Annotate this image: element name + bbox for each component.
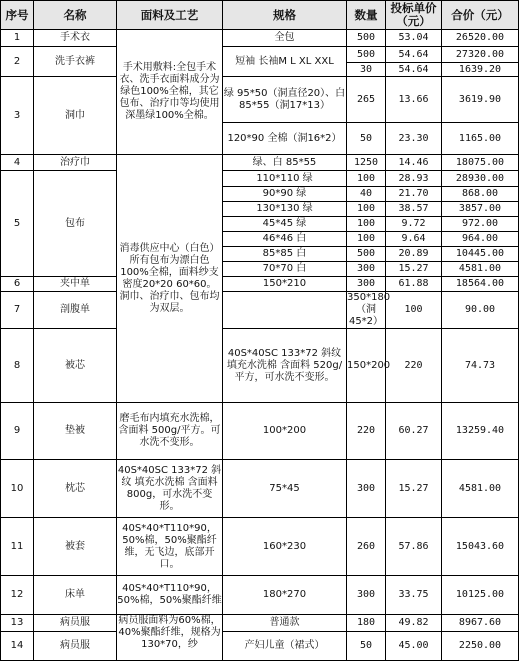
table-row	[1, 518, 519, 576]
item-qty: 260	[347, 518, 386, 576]
item-name: 治疗巾	[34, 155, 117, 171]
item-material: 磨毛布内填充水洗棉，含面料 500g/平方。可水洗不变形。	[117, 403, 223, 460]
item-spec: 100*200	[223, 403, 347, 460]
item-price: 28.93	[386, 171, 442, 187]
table-row	[1, 155, 519, 171]
material-note-supply-center: 消毒供应中心（白色）所有包布为漂白色100%全棉，面料纱支密度20*20 60*60。 洞巾、治疗巾、包布均为双层。	[117, 155, 223, 403]
item-total: 3857.00	[442, 202, 519, 217]
item-spec: 普通款	[223, 615, 347, 632]
item-qty: 220	[386, 329, 442, 403]
item-total: 27320.00	[442, 47, 519, 63]
item-name: 手术衣	[34, 30, 117, 47]
item-spec: 350*180（洞 45*2）	[347, 292, 391, 327]
header-total: 合价（元）	[442, 1, 519, 30]
item-total: 18564.00	[442, 277, 519, 292]
item-material: 病员服面料为60%棉，40%聚酯纤维，规格为130*70，纱	[117, 615, 223, 661]
item-spec: 短袖 长袖M L XL XXL	[223, 47, 347, 77]
item-no: 6	[1, 277, 34, 292]
item-spec: 绿、白 85*55	[223, 155, 347, 171]
item-total: 868.00	[442, 187, 519, 202]
item-no: 12	[1, 576, 34, 615]
item-spec: 46*46 白	[223, 232, 347, 247]
item-price: 20.89	[386, 247, 442, 262]
item-price: 45.00	[386, 632, 442, 661]
item-total: 4581.00	[442, 262, 519, 277]
table-row	[1, 576, 519, 615]
item-total: 1639.20	[442, 63, 519, 77]
item-qty: 180	[347, 615, 386, 632]
item-total: 3619.90	[442, 77, 519, 123]
table-row	[1, 632, 519, 661]
item-spec: 产妇儿童（裙式）	[223, 632, 347, 661]
item-qty: 100	[347, 202, 386, 217]
item-price: 38.57	[386, 202, 442, 217]
table-row	[1, 403, 519, 460]
item-no: 13	[1, 615, 34, 632]
item-name: 被芯	[34, 329, 117, 403]
item-price: 13.66	[386, 77, 442, 123]
item-no: 3	[1, 77, 34, 155]
table-row	[1, 277, 519, 292]
item-total: 1165.00	[442, 123, 519, 155]
item-no: 11	[1, 518, 34, 576]
item-spec: 70*70 白	[223, 262, 347, 277]
item-name: 床单	[34, 576, 117, 615]
item-no: 10	[1, 460, 34, 518]
item-spec: 45*45 绿	[223, 217, 347, 232]
item-spec: 120*90 全棉（洞16*2）	[223, 123, 347, 155]
header-material: 面料及工艺	[117, 1, 223, 30]
item-spec: 180*270	[223, 576, 347, 615]
item-total: 13259.40	[442, 403, 519, 460]
table-row	[1, 171, 519, 187]
item-qty: 300	[347, 277, 386, 292]
item-price: 53.04	[386, 30, 442, 47]
item-material: 40S*40*T110*90，50%棉，50%聚酯纤维，无飞边，底部开口。	[117, 518, 223, 576]
item-spec: 75*45	[223, 460, 347, 518]
item-no: 1	[1, 30, 34, 47]
item-spec: 110*110 绿	[223, 171, 347, 187]
material-note-operating: 手术用敷料:全包手术衣、洗手衣面料成分为绿色100%全棉，其它包布、治疗巾等均使用深墨绿100%全棉。	[117, 30, 223, 155]
item-price: 60.27	[386, 403, 442, 460]
item-qty: 500	[347, 247, 386, 262]
item-spec: 150*200	[347, 329, 386, 403]
item-spec: 全包	[223, 30, 347, 47]
item-name: 夹中单	[34, 277, 117, 292]
item-name: 被套	[34, 518, 117, 576]
item-total: 26520.00	[442, 30, 519, 47]
item-qty: 50	[347, 632, 386, 661]
item-price: 57.86	[386, 518, 442, 576]
item-total: 28930.00	[442, 171, 519, 187]
item-qty: 100	[347, 171, 386, 187]
item-name: 剖腹单	[34, 292, 117, 329]
item-qty: 300	[347, 460, 386, 518]
header-name: 名称	[34, 1, 117, 30]
item-total: 18075.00	[442, 155, 519, 171]
item-no: 7	[1, 292, 34, 329]
item-price: 49.82	[386, 615, 442, 632]
item-price: 9.72	[386, 217, 442, 232]
header-no: 序号	[1, 1, 34, 30]
item-no: 14	[1, 632, 34, 661]
table-row	[1, 329, 519, 403]
item-qty: 100	[347, 217, 386, 232]
item-material: 40S*40*T110*90，50%棉，50%聚酯纤维	[117, 576, 223, 615]
item-spec: 绿 95*50（洞直径20）、白 85*55（洞17*13）	[223, 77, 347, 123]
header-spec: 规格	[223, 1, 347, 30]
item-qty: 40	[347, 187, 386, 202]
table-row	[1, 292, 519, 329]
item-price: 23.30	[386, 123, 442, 155]
item-qty: 265	[347, 77, 386, 123]
item-qty: 300	[347, 576, 386, 615]
item-name: 病员服	[34, 632, 117, 661]
item-material: 40S*40SC 133*72 斜纹 填充水洗棉 含面料 520g/平方，可水洗不变形。	[223, 329, 347, 403]
item-name: 洗手衣裤	[34, 47, 117, 77]
item-qty: 220	[347, 403, 386, 460]
item-name: 病员服	[34, 615, 117, 632]
item-total: 4581.00	[442, 460, 519, 518]
item-price: 54.64	[386, 63, 442, 77]
item-name: 枕芯	[34, 460, 117, 518]
item-price: 21.70	[386, 187, 442, 202]
item-material: 40S*40SC 133*72 斜纹 填充水洗棉 含面料 800g，可水洗不变形。	[117, 460, 223, 518]
item-spec: 150*210	[223, 277, 347, 292]
item-price: 9.64	[386, 232, 442, 247]
item-no: 5	[1, 171, 34, 277]
item-name: 垫被	[34, 403, 117, 460]
item-qty: 30	[347, 63, 386, 77]
item-price: 14.46	[386, 155, 442, 171]
item-qty: 100	[347, 232, 386, 247]
item-qty: 50	[347, 123, 386, 155]
item-no: 4	[1, 155, 34, 171]
item-qty: 1250	[347, 155, 386, 171]
table-row	[1, 615, 519, 632]
item-total: 972.00	[442, 217, 519, 232]
header-qty: 数量	[347, 1, 386, 30]
item-total: 10445.00	[442, 247, 519, 262]
item-material	[223, 292, 347, 329]
item-spec: 85*85 白	[223, 247, 347, 262]
table-row	[1, 30, 519, 47]
item-total: 10125.00	[442, 576, 519, 615]
table-row	[1, 460, 519, 518]
item-price: 54.64	[386, 47, 442, 63]
table-row	[1, 77, 519, 123]
item-name: 洞巾	[34, 77, 117, 155]
item-price: 15.27	[386, 460, 442, 518]
item-price: 15.27	[386, 262, 442, 277]
header-row	[1, 1, 519, 30]
item-qty: 500	[347, 47, 386, 63]
item-spec: 90*90 绿	[223, 187, 347, 202]
header-price: 投标单价（元）	[386, 1, 442, 30]
item-price: 33.75	[386, 576, 442, 615]
item-total: 2250.00	[442, 632, 519, 661]
item-spec: 160*230	[223, 518, 347, 576]
item-price: 74.73	[442, 329, 519, 403]
table-row	[1, 47, 519, 63]
item-price: 90.00	[442, 292, 519, 329]
item-price: 61.88	[386, 277, 442, 292]
item-no: 9	[1, 403, 34, 460]
item-no: 2	[1, 47, 34, 77]
item-qty: 500	[347, 30, 386, 47]
item-name: 包布	[34, 171, 117, 277]
item-spec: 130*130 绿	[223, 202, 347, 217]
item-qty: 100	[386, 292, 442, 329]
item-no: 8	[1, 329, 34, 403]
item-total: 15043.60	[442, 518, 519, 576]
item-total: 964.00	[442, 232, 519, 247]
item-qty: 300	[347, 262, 386, 277]
item-total: 8967.60	[442, 615, 519, 632]
